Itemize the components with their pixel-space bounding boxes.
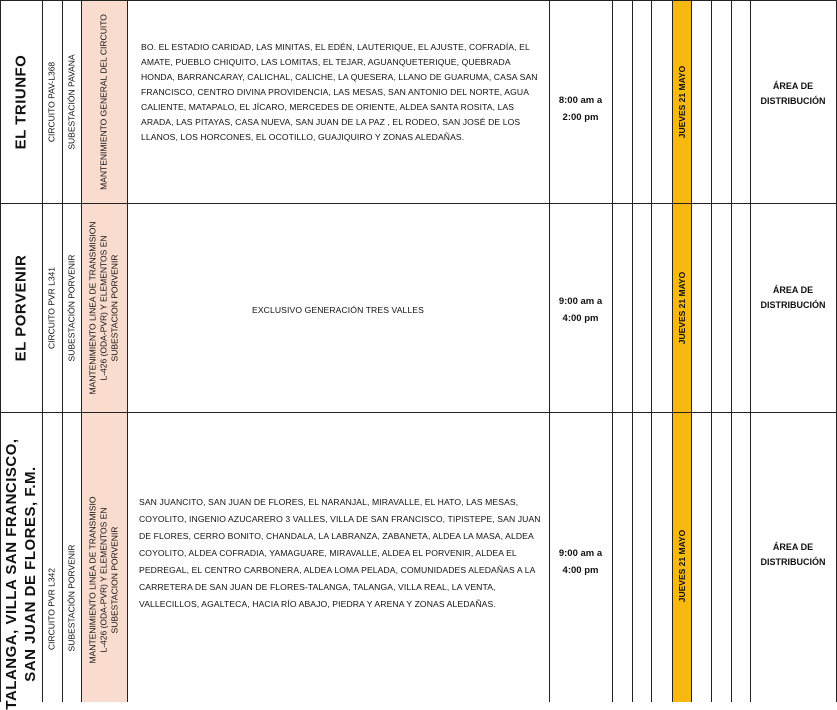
area-line2: DISTRIBUCIÓN bbox=[760, 557, 826, 567]
maintenance-description: MANTENIMIENTO LINEA DE TRANSMISION L-426 (ODA-PVR) Y ELEMENTOS EN SUBESTACION PORVENIR bbox=[87, 220, 120, 395]
row-talanga bbox=[0, 412, 837, 710]
circuit-name: CIRCUITO PAV-L368 bbox=[46, 61, 57, 142]
time-end: 4:00 pm bbox=[562, 565, 599, 576]
time-range bbox=[549, 92, 612, 126]
circuit-name: CIRCUITO PVR L342 bbox=[46, 568, 57, 651]
area-line2: DISTRIBUCIÓN bbox=[760, 300, 826, 310]
city-name: EL PORVENIR bbox=[12, 254, 30, 361]
day-label: JUEVES 21 MAYO bbox=[677, 529, 687, 602]
time-start: 8:00 am a bbox=[558, 95, 603, 106]
row-el-porvenir bbox=[0, 203, 837, 412]
time-end: 4:00 pm bbox=[562, 313, 599, 324]
area-label bbox=[750, 540, 836, 570]
substation-name: SUBESTACIÓN PORVENIR bbox=[66, 544, 76, 652]
time-range bbox=[549, 293, 612, 327]
area-line2: DISTRIBUCIÓN bbox=[760, 96, 826, 106]
area-line1: ÁREA DE bbox=[772, 542, 814, 552]
time-start: 9:00 am a bbox=[558, 296, 603, 307]
substation-name: SUBESTACIÓN PORVENIR bbox=[66, 254, 76, 361]
city-name: TALANGA, VILLA SAN FRANCISCO, SAN JUAN DE FLORES, F.M. bbox=[3, 438, 39, 710]
affected-places: EXCLUSIVO GENERACIÓN TRES VALLES bbox=[252, 305, 424, 315]
affected-places: SAN JUANCITO, SAN JUAN DE FLORES, EL NARANJAL, MIRAVALLE, EL HATO, LAS MESAS, COYOLITO, INGENIO AZUCARERO 3 VALLES, VILLA DE SAN FRANCISCO, TIPISTEPE, SAN JUAN DE FLORES, CERRO BONITO, CHANDALA, LA LABRANZA, ZABANETA, ALDEA LA MASA, ALDEA COYOLITO, ALDEA COFRADIA, YAMAGUARE, MIRAVALLE, ALDEA EL PORVENIR, ALDEA EL PEDREGAL, EL CENTRO CARBONERA, ALDEA LOMA PELADA, COMUNIDADES ALEDAÑAS A LA CARRETERA DE SAN JUAN DE FLORES-TALANGA, TALANGA, VILLA REAL, LA VENTA, VALLECILLOS, AGALTECA, HACIA RÍO ABAJO, PIEDRA Y ARENA Y ZONAS ALEDAÑAS. bbox=[139, 497, 541, 609]
time-start: 9:00 am a bbox=[558, 548, 603, 559]
area-line1: ÁREA DE bbox=[772, 81, 814, 91]
area-line1: ÁREA DE bbox=[772, 285, 814, 295]
substation-name: SUBESTACIÓN PAVANA bbox=[66, 53, 76, 150]
day-label: JUEVES 21 MAYO bbox=[677, 65, 687, 138]
circuit-name: CIRCUITO PVR L341 bbox=[46, 266, 57, 349]
maintenance-description: MANTENIMIENTO LINEA DE TRANSMISIO L-426 (ODA-PVR) Y ELEMENTOS EN SUBESTACION PORVENIR bbox=[87, 496, 120, 664]
day-label: JUEVES 21 MAYO bbox=[677, 271, 687, 344]
maintenance-description: MANTENIMIENTO GENERAL DEL CIRCUITO bbox=[98, 13, 109, 190]
city-name: EL TRIUNFO bbox=[12, 54, 30, 149]
affected-places: BO. EL ESTADIO CARIDAD, LAS MINITAS, EL EDÉN, LAUTERIQUE, EL AJUSTE, COFRADÍA, EL AMATE, PUEBLO CHIQUITO, LAS LOMITAS, EL TEJAR, AGUANQUETERIQUE, QUEBRADA HONDA, BARRANCARAY, CALICHAL, CALICHE, LA QUESERA, LLANO DE GUARUMA, CASA SAN FRANCISCO, CENTRO DIVINA PROVIDENCIA, LAS MESAS, SAN ANTONIO DEL NORTE, AGUA CALIENTE, MATAPALO, EL JÍCARO, MERCEDES DE ORIENTE, ALDEA SANTA ROSITA, LAS ARADA, LAS PITAYAS, CASA NUEVA, SAN JUAN DE LA PAZ , EL RODEO, SAN JOSÉ DE LOS LLANOS, LOS HORCONES, EL OCOTILLO, GUAJIQUIRO Y ZONAS ALEDAÑAS. bbox=[141, 42, 538, 142]
area-label bbox=[750, 283, 836, 313]
time-range bbox=[549, 545, 612, 579]
row-el-triunfo bbox=[0, 0, 837, 203]
area-label bbox=[750, 79, 836, 109]
time-end: 2:00 pm bbox=[562, 112, 599, 123]
